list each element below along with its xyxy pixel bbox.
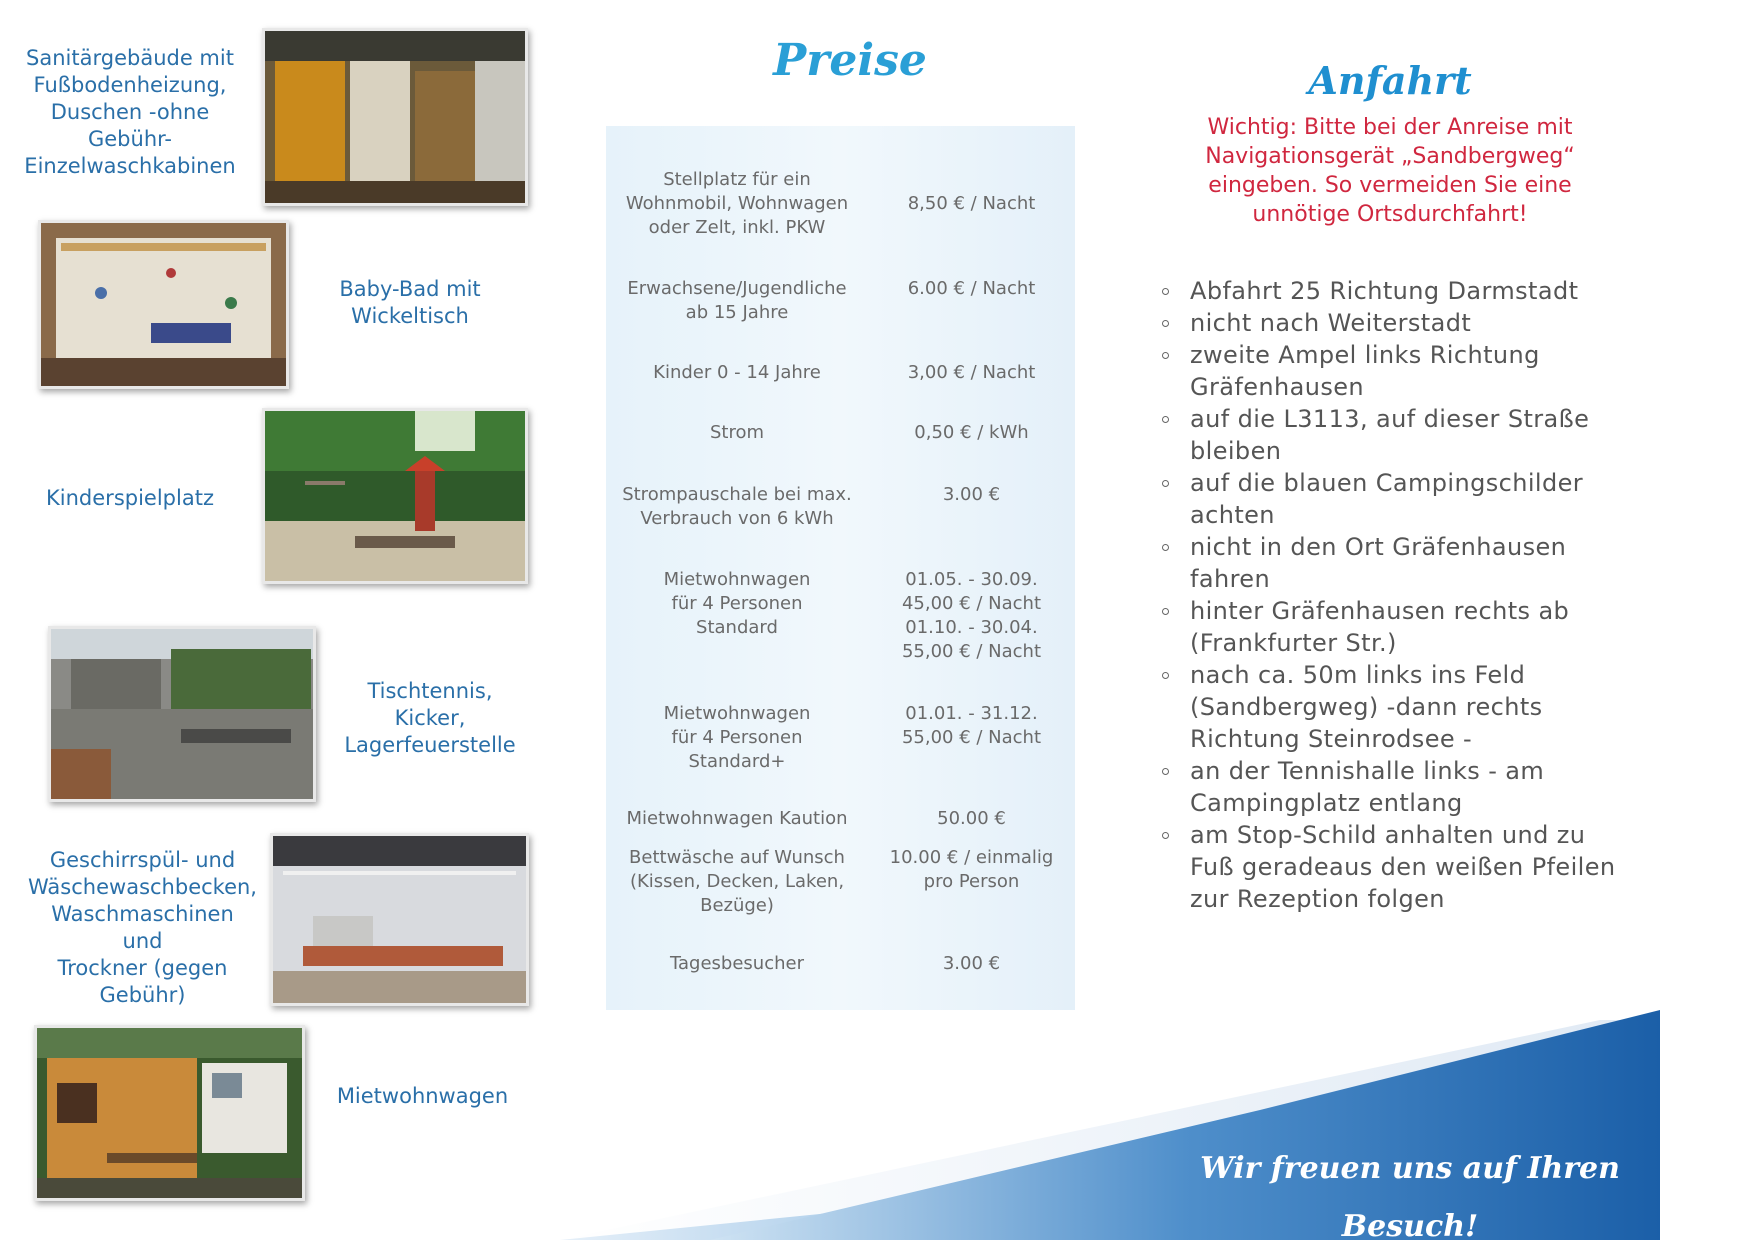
direction-text: auf die L3113, auf dieser Straße bleiben xyxy=(1190,405,1590,465)
bullet-icon xyxy=(1162,320,1169,327)
facility-caption-sanitary xyxy=(20,45,240,180)
direction-text: am Stop-Schild anhalten und zu Fuß geradeaus den weißen Pfeilen zur Rezeption folgen xyxy=(1190,821,1616,913)
price-item-name: Bettwäsche auf Wunsch (Kissen, Decken, Laken, Bezüge) xyxy=(629,847,845,916)
direction-step xyxy=(1160,659,1630,755)
price-item-value: 3.00 € xyxy=(942,953,1001,974)
playground-photo xyxy=(262,408,528,584)
direction-text: auf die blauen Campingschilder achten xyxy=(1190,469,1584,529)
direction-step xyxy=(1160,275,1630,307)
direction-step xyxy=(1160,307,1630,339)
navigation-warning: Wichtig: Bitte bei der Anreise mit Navigationsgerät „Sandbergweg“ eingeben. So vermeiden Sie eine unnötige Ortsdurchfahrt! xyxy=(1205,115,1575,227)
direction-step xyxy=(1160,531,1630,595)
bullet-icon xyxy=(1162,768,1169,775)
facility-caption-text: Baby-Bad mit Wickeltisch xyxy=(339,276,481,328)
direction-step xyxy=(1160,755,1630,819)
bullet-icon xyxy=(1162,544,1169,551)
facility-caption-playground xyxy=(30,478,230,518)
direction-text: hinter Gräfenhausen rechts ab (Frankfurter Str.) xyxy=(1190,597,1570,657)
direction-text: Abfahrt 25 Richtung Darmstadt xyxy=(1190,277,1579,305)
price-item-name: Strom xyxy=(709,422,765,443)
price-item-name: Mietwohnwagen Kaution xyxy=(626,808,848,829)
price-item-name: Tagesbesucher xyxy=(670,953,804,974)
price-item-value: 01.01. - 31.12. 55,00 € / Nacht xyxy=(901,703,1042,748)
price-item-name: Erwachsene/Jugendliche ab 15 Jahre xyxy=(627,278,847,323)
bullet-icon xyxy=(1162,352,1169,359)
direction-step xyxy=(1160,819,1630,915)
price-item-value: 3.00 € xyxy=(942,484,1001,505)
facility-caption-text: Kinderspielplatz xyxy=(46,485,214,510)
direction-text: nicht in den Ort Gräfenhausen fahren xyxy=(1190,533,1567,593)
direction-text: zweite Ampel links Richtung Gräfenhausen xyxy=(1190,341,1540,401)
facility-caption-laundry xyxy=(28,847,257,1007)
laundry-photo xyxy=(270,833,529,1006)
price-item-value: 8,50 € / Nacht xyxy=(907,193,1036,214)
bullet-icon xyxy=(1162,288,1169,295)
table-tennis-photo xyxy=(48,626,316,802)
direction-text: an der Tennishalle links - am Campingplatz entlang xyxy=(1190,757,1545,817)
directions-list xyxy=(1160,275,1630,915)
price-item-value: 10.00 € / einmalig pro Person xyxy=(889,847,1054,892)
direction-step xyxy=(1160,595,1630,659)
price-item-value: 6.00 € / Nacht xyxy=(907,278,1036,299)
bullet-icon xyxy=(1162,832,1169,839)
direction-step xyxy=(1160,403,1630,467)
bullet-icon xyxy=(1162,416,1169,423)
facility-caption-table-tennis xyxy=(330,673,530,763)
shower-building-photo xyxy=(262,28,528,206)
price-item-value: 3,00 € / Nacht xyxy=(907,362,1036,383)
price-item-value: 50.00 € xyxy=(937,808,1006,829)
facility-caption-text: Mietwohnwagen xyxy=(336,1083,509,1108)
baby-bath-photo xyxy=(38,220,289,389)
price-item-name: Mietwohnwagen für 4 Personen Standard+ xyxy=(663,703,811,772)
price-item-name: Stellplatz für ein Wohnmobil, Wohnwagen oder Zelt, inkl. PKW xyxy=(625,169,849,238)
price-item-value: 01.05. - 30.09. 45,00 € / Nacht 01.10. - 30.04. 55,00 € / Nacht xyxy=(901,569,1042,662)
rental-caravan-photo xyxy=(34,1025,305,1201)
bullet-icon xyxy=(1162,608,1169,615)
direction-text: nicht nach Weiterstadt xyxy=(1190,309,1472,337)
facility-caption-rental-caravan xyxy=(320,1078,525,1114)
bullet-icon xyxy=(1162,480,1169,487)
price-item-name: Mietwohnwagen für 4 Personen Standard xyxy=(663,569,811,638)
bullet-icon xyxy=(1162,672,1169,679)
directions-title: Anfahrt xyxy=(1308,58,1472,103)
direction-step xyxy=(1160,467,1630,531)
price-item-name: Strompauschale bei max. Verbrauch von 6 kWh xyxy=(622,484,852,529)
closing-message: Wir freuen uns auf Ihren Besuch! xyxy=(1200,1151,1620,1244)
price-item-value: 0,50 € / kWh xyxy=(914,422,1029,443)
direction-text: nach ca. 50m links ins Feld (Sandbergweg) -dann rechts Richtung Steinrodsee - xyxy=(1190,661,1543,753)
prices-title: Preise xyxy=(773,35,927,86)
facility-caption-text: Sanitärgebäude mit Fußbodenheizung, Duschen -ohne Gebühr- Einzelwaschkabinen xyxy=(24,46,236,178)
facility-caption-text: Geschirrspül- und Wäschewaschbecken, Waschmaschinen und Trockner (gegen Gebühr) xyxy=(28,847,257,1007)
direction-step xyxy=(1160,339,1630,403)
price-item-name: Kinder 0 - 14 Jahre xyxy=(653,362,821,383)
facility-caption-text: Tischtennis, Kicker, Lagerfeuerstelle xyxy=(344,678,516,757)
facility-caption-baby-bath xyxy=(310,270,510,335)
